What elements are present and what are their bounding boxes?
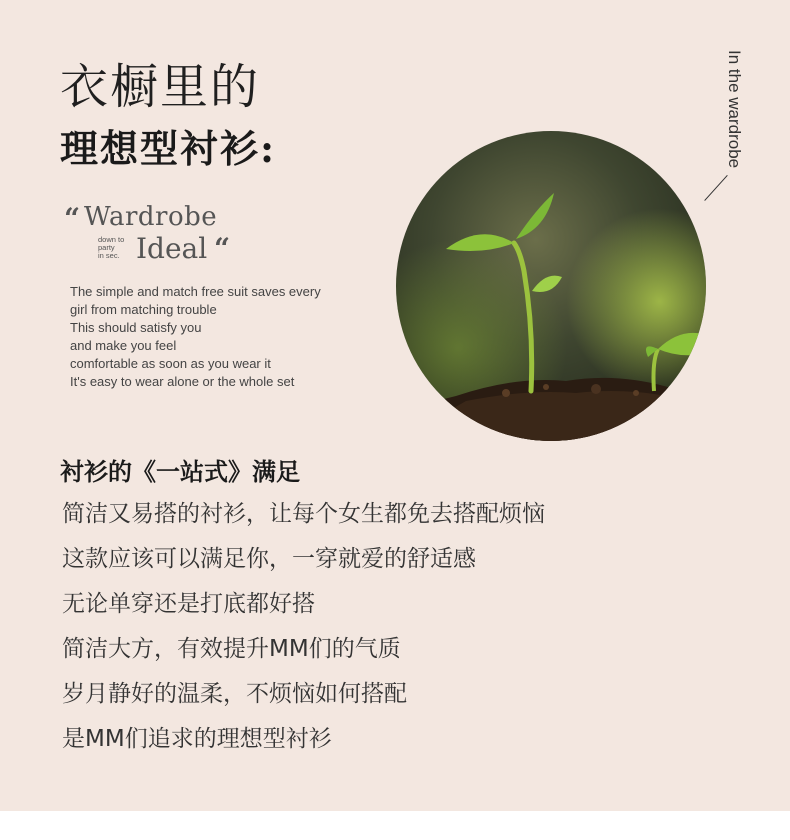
page-title-line1: 衣橱里的 xyxy=(60,59,261,115)
body-line: 这款应该可以满足你，一穿就爱的舒适感 xyxy=(62,546,476,572)
intro-line: The simple and match free suit saves every xyxy=(70,284,321,299)
section-heading: 衬衫的《一站式》满足 xyxy=(60,458,300,486)
body-line: 简洁大方，有效提升MM们的气质 xyxy=(62,636,401,662)
open-quote-mark: “ xyxy=(64,202,81,235)
intro-line: It's easy to wear alone or the whole set xyxy=(70,374,295,389)
brand-word-wardrobe: Wardrobe xyxy=(84,202,218,232)
intro-line: and make you feel xyxy=(70,338,177,353)
body-line: 岁月静好的温柔，不烦恼如何搭配 xyxy=(62,681,407,707)
page-title-line2: 理想型衬衫: xyxy=(60,126,277,171)
body-line: 是MM们追求的理想型衬衫 xyxy=(62,726,332,752)
intro-line: This should satisfy you xyxy=(70,320,202,335)
intro-paragraph xyxy=(70,283,360,391)
bottom-divider-strip xyxy=(0,811,790,840)
intro-line: girl from matching trouble xyxy=(70,302,217,317)
body-text-block xyxy=(62,492,545,762)
vertical-caption: In the wardrobe xyxy=(725,50,744,169)
body-line: 无论单穿还是打底都好搭 xyxy=(62,591,315,617)
brand-tagline-line: in sec. xyxy=(98,251,120,260)
body-line: 简洁又易搭的衬衫，让每个女生都免去搭配烦恼 xyxy=(62,501,545,527)
brand-tagline-line: down to xyxy=(98,235,125,244)
brand-word-ideal: Ideal xyxy=(136,232,208,265)
caption-divider xyxy=(704,175,727,201)
brand-wordmark xyxy=(62,200,252,270)
seedling-photo xyxy=(396,131,706,441)
close-quote-mark: “ xyxy=(214,232,231,265)
intro-line: comfortable as soon as you wear it xyxy=(70,356,271,371)
brand-tagline-line: party xyxy=(98,243,115,252)
